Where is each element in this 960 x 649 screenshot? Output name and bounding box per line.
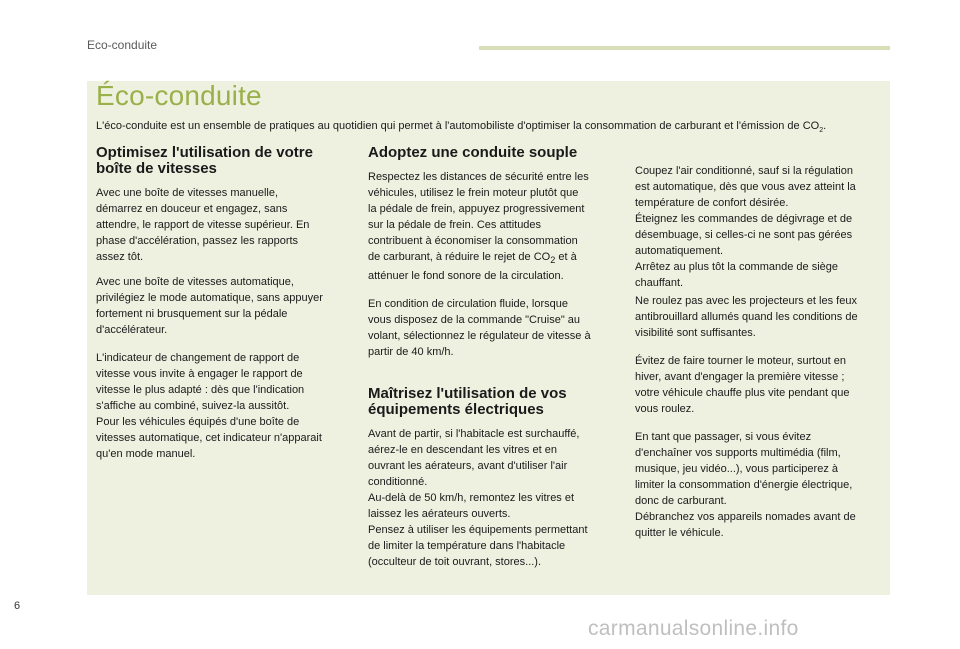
heading-gearbox: Optimisez l'utilisation de votre boîte de vitesses <box>96 144 313 177</box>
paragraph-manual-gearbox: Avec une boîte de vitesses manuelle, démarrez en douceur et engagez, sans attendre, le rapport de vitesse supérieur. En phase d'accélération, passez les rapports assez tôt. <box>96 187 310 263</box>
intro-text: L'éco-conduite est un ensemble de pratiques au quotidien qui permet à l'automobiliste d'optimiser la consommation de carburant et l'émission de CO <box>96 120 820 132</box>
header-rule <box>479 46 890 50</box>
section-header: Eco-conduite <box>87 38 158 52</box>
column-driving <box>368 145 613 579</box>
safety-text-a: Respectez les distances de sécurité entre les véhicules, utilisez le frein moteur plutôt que la pédale de frein, appuyez progressivement sur la pédale de frein. Ces attitudes contribuent à économiser la consommation de carburant, à réduire le rejet de CO <box>368 171 589 263</box>
paragraph-ventilation: Avant de partir, si l'habitacle est surchauffé, aérez-le en descendant les vitres et en ouvrant les aérateurs, avant d'utiliser l'air conditionné. Au-delà de 50 km/h, remontez les vitres et laissez les aérateurs ouverts. Pensez à utiliser les équipements permettant de limiter la température dans l'habitacle (occulteur de toit ouvrant, stores...). <box>368 428 588 569</box>
column-gearbox <box>96 145 336 471</box>
paragraph-safety-distance <box>368 169 613 284</box>
heading-smooth-driving: Adoptez une conduite souple <box>368 144 578 161</box>
page-number: 6 <box>14 600 21 612</box>
paragraph-headlights: Ne roulez pas avec les projecteurs et les feux antibrouillard allumés quand les conditions de visibilité sont suffisantes. <box>635 295 858 339</box>
intro-paragraph <box>96 119 886 138</box>
page-title: Éco-conduite <box>96 80 262 111</box>
intro-end: . <box>823 120 827 132</box>
paragraph-gear-indicator: L'indicateur de changement de rapport de vitesse vous invite à engager le rapport de vitesse le plus adapté : dès que l'indication s'affiche au combiné, suivez-la aussitôt. Pour les véhicules équipés d'une boîte de vitesses automatique, cet indicateur n'apparait qu'en mode manuel. <box>96 352 322 460</box>
co2-subscript: 2 <box>550 255 556 266</box>
paragraph-multimedia: En tant que passager, si vous évitez d'enchaîner vos supports multimédia (film, musique, jeu vidéo...), vous participerez à limiter la consommation d'énergie électrique, donc de carburant. Débranchez vos appareils nomades avant de quitter le véhicule. <box>635 431 856 539</box>
paragraph-cruise-control: En condition de circulation fluide, lorsque vous disposez de la commande "Cruise" au volant, sélectionnez le régulateur de vitesse à partir de 40 km/h. <box>368 298 591 359</box>
paragraph-automatic-gearbox: Avec une boîte de vitesses automatique, privilégiez le mode automatique, sans appuyer fortement ni brusquement sur la pédale d'accélérateur. <box>96 276 323 336</box>
safety-text-b: et à atténuer le fond sonore de la circulation. <box>368 251 577 283</box>
intro-subscript: 2 <box>819 127 824 135</box>
paragraph-air-conditioning: Coupez l'air conditionné, sauf si la régulation est automatique, dès que vous avez atteint la température de confort désirée. Éteignez les commandes de dégivrage et de désembuage, si celles-ci ne sont pas gérées automatiquement. Arrêtez au plus tôt la commande de siège chauffant. <box>635 165 856 289</box>
heading-electrical-equipment: Maîtrisez l'utilisation de vos équipements électriques <box>368 385 567 419</box>
column-equipment <box>635 163 885 550</box>
paragraph-engine-idle: Évitez de faire tourner le moteur, surtout en hiver, avant d'engager la première vitesse ; votre véhicule chauffe plus vite pendant que vous roulez. <box>635 355 850 415</box>
watermark: carmanualsonline.info <box>588 617 799 640</box>
